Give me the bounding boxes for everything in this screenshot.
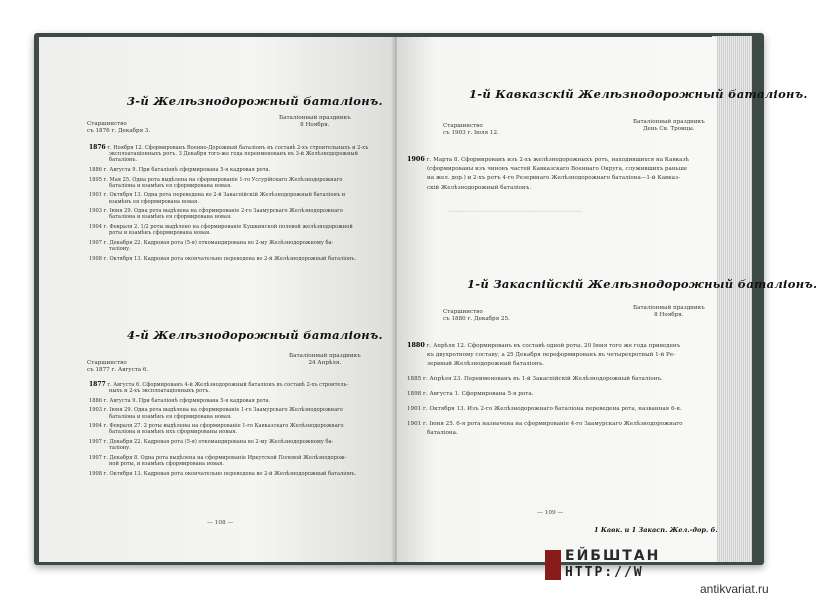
- entry-text: (сформированы изъ чиновъ частей Кавказскаго Военнаго Округа, служившихъ раньше: [427, 165, 688, 172]
- entry-text: баталіона.: [427, 430, 458, 437]
- watermark-line2: HTTP://W: [565, 565, 644, 580]
- chronicle-line: [89, 455, 346, 461]
- entry-text: баталіона и взамѣнъ ея сформирована новая.: [109, 214, 232, 221]
- left-section1-holiday: Баталіонный праздникъ 8 Ноября.: [279, 115, 351, 128]
- entry-text: таліону.: [109, 246, 131, 253]
- entry-year: 1907: [89, 439, 102, 446]
- chronicle-line: [89, 177, 342, 183]
- entry-text: г. Августа 9. При баталіонѣ сформирована 5-я кадровая рота.: [103, 167, 271, 173]
- left-section2-seniority: Старшинство съ 1877 г. Августа 6.: [87, 360, 149, 373]
- chronicle-line: [109, 199, 199, 205]
- entry-text: г. Марта 8. Сформированъ изъ 2-хъ желѣзнодорожныхъ ротъ, находившихся на Кавказѣ: [426, 157, 689, 163]
- right-section1-holiday: Баталіонный праздникъ День Св. Троицы.: [633, 119, 705, 132]
- left-section1-seniority: Старшинство съ 1876 г. Декабря 3.: [87, 121, 151, 134]
- entry-text: г. Октября 13. Кадровая рота окончательно переведена во 2-й Желѣзнодорожный баталіонъ.: [103, 255, 357, 262]
- entry-text: г. Октября 13. Одна рота переведена во 2-й Закаспійскій Желѣзнодорожный баталіонъ и: [103, 192, 346, 199]
- chronicle-line: [427, 175, 680, 182]
- entry-year: 1876: [89, 144, 106, 151]
- entry-text: г. Февраля 2. 1/2 роты выдѣлено на сформированіе Кушкинской полевой желѣзнодорожной: [103, 224, 353, 231]
- chronicle-line: [89, 192, 345, 198]
- watermark-logo-mark: [545, 550, 561, 580]
- entry-year: 1880: [407, 341, 425, 349]
- entry-text: г. Декабря 8. Одна рота выдѣлена на сформированіе Иркутской Полевой Желѣзнодорож-: [103, 454, 347, 461]
- page-edges: [712, 36, 752, 562]
- chronicle-line: [109, 445, 131, 451]
- chronicle-line: [407, 421, 683, 428]
- entry-year: 1906: [407, 155, 425, 163]
- entry-text: г. Декабря 22. Кадровая рота (5-я) откомандирована во 2-му Желѣзнодорожному ба-: [103, 439, 334, 446]
- right-section2-holiday: Баталіонный праздникъ 8 Ноября.: [633, 305, 705, 318]
- entry-year: 1903: [89, 407, 102, 414]
- entry-text: баталіона и взамѣнъ ихъ сформированы новыя.: [109, 429, 238, 436]
- entry-year: 1904: [89, 423, 102, 430]
- entry-text: скій Желѣзнодорожный баталіонъ.: [427, 184, 532, 191]
- entry-year: 1903: [89, 208, 102, 215]
- chronicle-line: [427, 430, 458, 437]
- entry-text: баталіонъ.: [109, 157, 138, 164]
- chronicle-line: [109, 414, 232, 420]
- entry-year: 1895: [89, 176, 102, 183]
- right-section2-title: 1-й Закаспійскій Желѣзнодорожный баталіонъ.: [467, 277, 817, 291]
- left-page: [39, 37, 397, 562]
- entry-text: г. Іюня 25. 6-я рота назначена на сформированіе 4-го Заамурскаго Желѣзнодорожнаго: [423, 420, 683, 427]
- entry-text: ныхъ и 2-хъ эксплоатаціонныхъ ротъ.: [109, 388, 210, 395]
- right-section1-title: 1-й Кавказскій Желѣзнодорожный баталіонъ.: [469, 87, 808, 101]
- chronicle-line: [427, 185, 531, 192]
- chronicle-line: [89, 256, 356, 262]
- entry-text: г. Декабря 22. Кадровая рота (5-я) откомандирована во 2-му Желѣзнодорожному ба-: [103, 239, 334, 246]
- entry-text: таліону.: [109, 445, 131, 452]
- chronicle-line: [109, 214, 232, 220]
- chronicle-line: [109, 183, 232, 189]
- chronicle-line: [109, 388, 210, 394]
- entry-text: г. Апрѣля 23. Переименованъ въ 1-й Закаспійскій Желѣзнодорожный баталіонъ.: [423, 376, 663, 383]
- watermark-site: antikvariat.ru: [700, 582, 769, 596]
- entry-text: г. Апрѣля 12. Сформированъ въ составѣ одной роты. 20 Іюня того же года приведенъ: [426, 343, 681, 349]
- entry-year: 1885: [407, 376, 422, 383]
- entry-year: 1898: [407, 390, 422, 397]
- entry-year: 1886: [89, 397, 102, 404]
- entry-text: роты и взамѣнъ сформирована новая.: [109, 230, 211, 237]
- left-section2-title: 4-й Желѣзнодорожный баталіонъ.: [127, 328, 383, 342]
- chronicle-line: [407, 376, 663, 383]
- right-page-number: — 109 —: [537, 510, 564, 516]
- entry-text: г. Августа 9. При баталіонѣ сформирована 5-я кадровая рота.: [103, 397, 271, 404]
- chronicle-line: [89, 382, 348, 388]
- entry-text: баталіона и взамѣнъ ея сформирована новая.: [109, 413, 232, 420]
- chronicle-line: [427, 166, 687, 173]
- chronicle-line: [109, 461, 224, 467]
- entry-text: ной роты, и взамѣнъ сформирована новая.: [109, 461, 224, 468]
- entry-text: зервный Желѣзнодорожный баталіонъ.: [427, 361, 544, 368]
- entry-year: 1886: [89, 167, 102, 173]
- entry-text: на жел. дор.) и 2-хъ ротъ 4-го Резервнаго Желѣзнодорожнаго баталіона—1-й Кавказ-: [427, 175, 680, 182]
- entry-text: г. Августа 1. Сформирована 5-я рота.: [423, 390, 534, 397]
- left-section1-title: 3-й Желѣзнодорожный баталіонъ.: [127, 94, 383, 108]
- entry-year: 1877: [89, 381, 106, 388]
- entry-text: г. Октября 13. Изъ 2-го Желѣзнодорожнаго баталіона переведена рота, названная 6-я.: [423, 405, 682, 412]
- entry-text: къ двухротному составу, а 25 Декабря переформированъ въ четырехротный 1-й Ре-: [427, 351, 676, 358]
- entry-year: 1908: [89, 470, 102, 477]
- entry-text: г. Ноября 12. Сформированъ Военно-Дорожный баталіонъ въ составѣ 2-хъ строительныхъ и 2-хъ: [107, 145, 369, 151]
- right-page: [397, 37, 817, 562]
- chronicle-line: [407, 391, 533, 398]
- entry-text: эксплоатаціонныхъ ротъ. 3 Декабря того-же года переименованъ въ 3-й Желѣзнодорожный: [109, 151, 358, 158]
- entry-year: 1904: [89, 224, 102, 231]
- chronicle-line: [89, 398, 270, 404]
- entry-text: г. Августа 6. Сформированъ 4-й Желѣзнодорожный баталіонъ въ составѣ 2-хъ строитель-: [107, 382, 349, 388]
- right-section1-seniority: Старшинство съ 1903 г. Іюля 12.: [443, 123, 499, 136]
- chronicle-line: [427, 352, 675, 359]
- entry-text: г. Іюня 29. Одна рота выдѣлена на сформированіе 1-го Заамурскаго Желѣзнодорожнаго: [103, 407, 343, 414]
- watermark-logo: [545, 548, 705, 582]
- entry-year: 1907: [89, 239, 102, 246]
- entry-text: г. Іюня 29. Одна рота выдѣлена на сформированіе 2-го Заамурскаго Желѣзнодорожнаго: [103, 208, 343, 215]
- chronicle-line: [109, 157, 137, 163]
- entry-text: баталіона и взамѣнъ ея сформирована новая.: [109, 182, 232, 189]
- left-page-number: — 108 —: [207, 520, 234, 526]
- chronicle-line: [89, 407, 343, 413]
- entry-year: 1901: [407, 405, 422, 412]
- chronicle-line: [109, 429, 237, 435]
- chronicle-line: [109, 246, 131, 252]
- right-section2-seniority: Старшинство съ 1880 г. Декабря 25.: [443, 309, 510, 322]
- entry-year: 1901: [89, 192, 102, 199]
- chronicle-line: [407, 406, 682, 413]
- entry-text: взамѣнъ ея сформирована новая.: [109, 198, 199, 205]
- chronicle-line: [109, 151, 358, 157]
- chronicle-line: [407, 342, 680, 349]
- entry-text: г. Мая 25. Одна рота выдѣлена на сформированіе 1-го Уссурійскаго Желѣзнодорожнаго: [103, 176, 343, 183]
- chronicle-line: [89, 240, 333, 246]
- chronicle-line: [109, 230, 211, 236]
- chronicle-line: [89, 167, 270, 173]
- bleed-through-text: ———————————————: [447, 207, 582, 217]
- chronicle-line: [427, 361, 544, 368]
- entry-year: 1908: [89, 255, 102, 262]
- chronicle-line: [89, 471, 356, 477]
- chronicle-line: [407, 156, 689, 163]
- chronicle-line: [89, 439, 333, 445]
- entry-text: г. Октября 13. Кадровая рота окончательно переведена во 2-й Желѣзнодорожный баталіонъ.: [103, 470, 357, 477]
- entry-year: 1907: [89, 454, 102, 461]
- left-section2-holiday: Баталіонный праздникъ 24 Апрѣля.: [289, 353, 361, 366]
- watermark-line1: ЕЙБШТАН: [565, 548, 661, 564]
- entry-year: 1901: [407, 420, 422, 427]
- entry-text: г. Февраля 27. 2 роты выдѣлены на сформированіе 1-го Кавказскаго Желѣзнодорожнаго: [103, 423, 344, 430]
- right-page-footer: 1 Кавк. и 1 Закасп. Жел.-дор. б.: [594, 526, 718, 534]
